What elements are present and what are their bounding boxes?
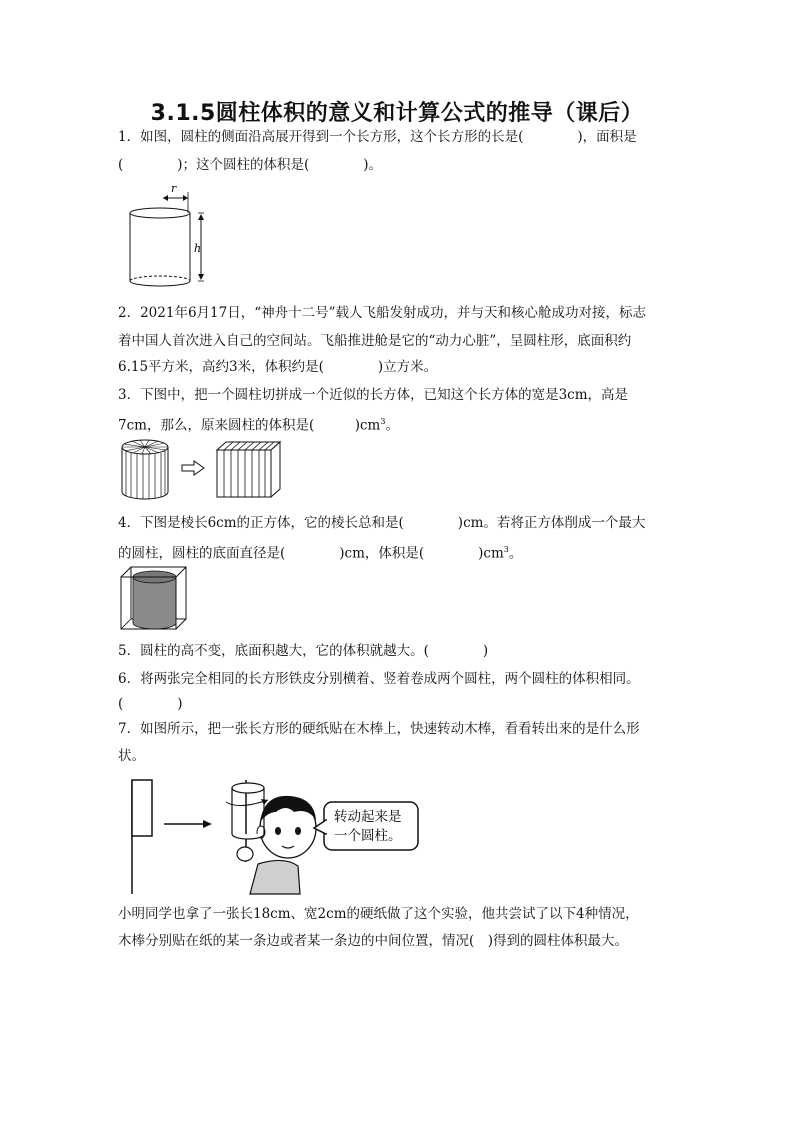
q3-line-1: 3．下图中，把一个圆柱切拼成一个近似的长方体，已知这个长方体的宽是3cm，高是 <box>118 387 629 403</box>
q1-line-2: ( )；这个圆柱的体积是( )。 <box>118 157 383 173</box>
radius-label: r <box>171 182 177 195</box>
cylinder-to-cuboid-figure <box>118 436 288 500</box>
q2-line-1: 2．2021年6月17日，“神舟十二号”载人飞船发射成功，并与天和核心舱成功对接，标志 <box>118 305 647 321</box>
q7-line-4: 木棒分别贴在纸的某一条边或者某一条边的中间位置，情况( )得到的圆柱体积最大。 <box>118 933 629 949</box>
q3-unit-exponent: 3 <box>380 417 386 426</box>
q2-line-3: 6.15平方米，高约3米，体积约是( )立方米。 <box>118 359 438 375</box>
q4-line-1: 4．下图是棱长6cm的正方体，它的棱长总和是( )cm。若将正方体削成一个最大 <box>118 515 646 531</box>
q4-line-2-text: 的圆柱，圆柱的底面直径是( )cm，体积是( )cm <box>118 545 504 562</box>
page-title: 3.1.5圆柱体积的意义和计算公式的推导（课后） <box>150 101 644 126</box>
q5-line-1: 5．圆柱的高不变，底面积越大，它的体积就越大。( ) <box>118 643 489 659</box>
q4-line-2 <box>118 540 678 564</box>
q6-line-2: ( ) <box>118 696 183 712</box>
q7-line-1: 7．如图所示，把一张长方形的硬纸贴在木棒上，快速转动木棒，看看转出来的是什么形 <box>118 721 640 737</box>
cube-with-cylinder-figure <box>118 564 190 634</box>
speech-bubble-line-1: 转动起来是 <box>334 809 402 825</box>
rotating-paper-illustration <box>118 776 428 898</box>
q4-unit-exponent: 3 <box>503 545 509 554</box>
q3-line-2 <box>118 412 678 436</box>
q7-line-3: 小明同学也拿了一张长18cm、宽2cm的硬纸做了这个实验，他共尝试了以下4种情况， <box>118 906 639 922</box>
q2-line-2: 着中国人首次进入自己的空间站。飞船推进舱是它的“动力心脏”，呈圆柱形，底面积约 <box>118 333 632 349</box>
height-label: h <box>194 242 202 255</box>
speech-bubble-line-2: 一个圆柱。 <box>334 828 402 844</box>
q4-line-2-end: 。 <box>508 545 523 562</box>
q3-line-2-text: 7cm，那么，原来圆柱的体积是( )cm <box>118 417 381 434</box>
q7-line-2: 状。 <box>118 748 145 764</box>
q1-line-1: 1．如图，圆柱的侧面沿高展开得到一个长方形，这个长方形的长是( )，面积是 <box>118 129 637 145</box>
cylinder-figure <box>118 180 218 292</box>
q6-line-1: 6．将两张完全相同的长方形铁皮分别横着、竖着卷成两个圆柱，两个圆柱的体积相同。 <box>118 671 640 687</box>
q3-line-2-end: 。 <box>385 417 399 434</box>
